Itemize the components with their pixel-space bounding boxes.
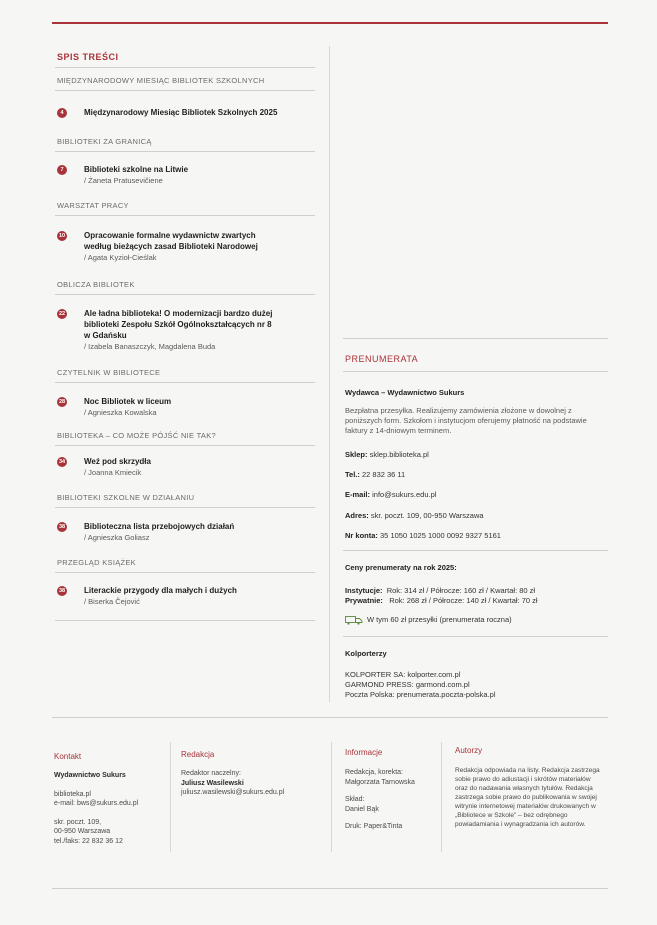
footer-redakcja — [181, 750, 326, 798]
toc-entry-title: Ale ładna biblioteka! O modernizacji bardzo dużej biblioteki Zespołu Szkół Ogólnokształcących nr 8 w Gdańsku — [84, 309, 273, 340]
informacje-print: Druk: Paper&Tinta — [345, 823, 403, 830]
account-line: Nr konta: 35 1050 1025 1000 0092 9327 5161 — [345, 531, 501, 540]
tel-line: Tel.: 22 832 36 11 — [345, 470, 406, 479]
subscription-intro: Bezpłatna przesyłka. Realizujemy zamówienia złożone w dowolnej z poniższych form. Szkołom i instytucjom oferujemy płatność na podstawie faktury z 14-dniowym terminem. — [345, 406, 587, 435]
toc-section-heading: WARSZTAT PRACY — [57, 201, 129, 210]
kontakt-heading: Kontakt — [54, 752, 82, 761]
toc-end-rule — [55, 620, 315, 621]
footer-top-rule — [52, 717, 608, 718]
kontakt-addr2: 00-950 Warszawa — [54, 828, 111, 835]
toc-entry-author: / Izabela Banaszczyk, Magdalena Buda — [84, 342, 216, 351]
footer-bottom-rule — [52, 888, 608, 889]
toc-section-rule — [55, 445, 315, 446]
toc-entry[interactable] — [57, 521, 315, 543]
toc-entry[interactable] — [57, 456, 315, 478]
toc-entry-author: / Agata Kyzioł-Cieślak — [84, 253, 157, 262]
distributors-title: Kolporterzy — [345, 649, 387, 658]
page-number-badge: 28 — [58, 399, 66, 405]
kontakt-web[interactable]: biblioteka.pl — [54, 790, 91, 798]
footer-informacje — [345, 748, 437, 832]
redakcja-heading: Redakcja — [181, 750, 215, 759]
kontakt-addr1: skr. poczt. 109, — [54, 818, 102, 826]
distributor-poczta[interactable]: Poczta Polska: prenumerata.poczta-polska.pl — [345, 690, 496, 699]
shop-line: Sklep: sklep.biblioteka.pl — [345, 450, 429, 459]
rule — [343, 371, 608, 372]
toc-section-heading: BIBLIOTEKI SZKOLNE W DZIAŁANIU — [57, 493, 195, 502]
publisher: Wydawca – Wydawnictwo Sukurs — [345, 388, 465, 397]
page-number-badge: 38 — [58, 524, 66, 530]
distributor-list — [345, 670, 496, 700]
toc-section-rule — [55, 90, 315, 91]
toc-entry[interactable] — [57, 107, 315, 118]
distributor-kolporter[interactable]: KOLPORTER SA: kolporter.com.pl — [345, 670, 461, 679]
price-institutions: Instytucje: Rok: 314 zł / Półrocze: 160 zł / Kwartał: 80 zł — [345, 586, 536, 595]
toc-section-rule — [55, 507, 315, 508]
toc-section-rule — [55, 382, 315, 383]
page-number-badge: 7 — [57, 165, 67, 175]
toc-section-heading: PRZEGLĄD KSIĄŻEK — [57, 558, 136, 567]
footer-kontakt — [54, 752, 164, 846]
toc-section-heading: MIĘDZYNARODOWY MIESIĄC BIBLIOTEK SZKOLNYCH — [57, 76, 265, 85]
toc-entry-author: / Agnieszka Goliasz — [84, 533, 150, 542]
toc-entry-author: / Biserka Čejović — [84, 597, 140, 606]
toc-entry[interactable] — [57, 230, 315, 263]
rule — [343, 338, 608, 339]
toc-entry[interactable] — [57, 164, 315, 186]
page-number-badge: 22 — [58, 311, 66, 317]
top-rule — [52, 22, 608, 24]
toc-section-heading: CZYTELNIK W BIBLIOTECE — [57, 368, 161, 377]
toc-section-heading: BIBLIOTEKI ZA GRANICĄ — [57, 137, 152, 146]
informacje-role1: Redakcja, korekta: — [345, 769, 403, 776]
toc-title: SPIS TREŚCI — [57, 52, 119, 62]
toc-section-rule — [55, 215, 315, 216]
page-number-badge: 34 — [58, 459, 66, 465]
autorzy-heading: Autorzy — [455, 746, 483, 755]
distributor-garmond[interactable]: GARMOND PRESS: garmond.com.pl — [345, 680, 470, 689]
autorzy-text: Redakcja odpowiada na listy. Redakcja zastrzega sobie prawo do adiustacji i skrótów materiałów oraz do nadawania własnych tytułów. Redakcja zastrzega sobie prawo do publikowania w swojej witrynie internetowej materiałów drukowanych w „Bibliotece w Szkole” – bez odrębnego powiadamiania i wynagradzania ich autorów. — [455, 767, 600, 828]
footer-divider — [170, 742, 171, 852]
column-divider — [329, 46, 330, 702]
informacje-role2: Skład: — [345, 796, 365, 803]
toc-section-rule — [55, 294, 315, 295]
toc-entry-title: Międzynarodowy Miesiąc Bibliotek Szkolnych 2025 — [84, 108, 278, 117]
toc-rule — [55, 67, 315, 68]
email-line: E-mail: info@sukurs.edu.pl — [345, 490, 437, 499]
toc-section-heading: BIBLIOTEKA – CO MOŻE PÓJŚĆ NIE TAK? — [57, 431, 217, 440]
kontakt-org: Wydawnictwo Sukurs — [54, 772, 126, 779]
redakcja-role: Redaktor naczelny: — [181, 770, 241, 777]
price-private: Prywatnie: Rok: 268 zł / Półrocze: 140 zł / Kwartał: 70 zł — [345, 596, 538, 605]
truck-icon — [345, 615, 363, 625]
toc-entry-title: Weź pod skrzydła — [84, 457, 151, 466]
redakcja-email[interactable]: juliusz.wasilewski@sukurs.edu.pl — [181, 789, 285, 796]
email-link[interactable]: info@sukurs.edu.pl — [372, 490, 437, 499]
page-number-badge: 38 — [58, 588, 66, 594]
kontakt-phone: tel./faks: 22 832 36 12 — [54, 837, 123, 845]
rule — [343, 550, 608, 551]
toc-entry[interactable] — [57, 396, 315, 418]
page-number-badge: 10 — [58, 233, 66, 239]
kontakt-email[interactable]: e-mail: bws@sukurs.edu.pl — [54, 800, 139, 807]
informacje-name2: Daniel Bąk — [345, 805, 379, 813]
toc-entry-title: Biblioteki szkolne na Litwie — [84, 165, 189, 174]
toc-section-rule — [55, 151, 315, 152]
address-line: Adres: skr. poczt. 109, 00-950 Warszawa — [345, 511, 484, 520]
toc-section-rule — [55, 572, 315, 573]
informacje-heading: Informacje — [345, 748, 383, 757]
shipping-note: W tym 60 zł przesyłki (prenumerata roczna) — [345, 615, 512, 625]
toc-entry-title: Noc Bibliotek w liceum — [84, 397, 172, 406]
redakcja-name: Juliusz Wasilewski — [181, 779, 244, 787]
footer-divider — [331, 742, 332, 852]
toc-entry-author: / Żaneta Pratusevičiene — [84, 176, 163, 185]
subscription-title: PRENUMERATA — [345, 354, 419, 364]
informacje-name1: Małgorzata Tarnowska — [345, 778, 415, 786]
page-number-badge: 4 — [57, 108, 67, 118]
footer-autorzy — [455, 746, 605, 829]
toc-entry-title: Biblioteczna lista przebojowych działań — [84, 522, 235, 531]
toc-entry-title: Literackie przygody dla małych i dużych — [84, 586, 237, 595]
prices-title: Ceny prenumeraty na rok 2025: — [345, 563, 457, 572]
rule — [343, 636, 608, 637]
shop-link[interactable]: sklep.biblioteka.pl — [369, 450, 429, 459]
footer-divider — [441, 742, 442, 852]
toc-entry[interactable] — [57, 585, 315, 607]
toc-entry-title: Opracowanie formalne wydawnictw zwartych według bieżących zasad Biblioteki Narodowej — [84, 231, 258, 251]
toc-entry-author: / Joanna Kmiecik — [84, 468, 142, 477]
toc-entry[interactable] — [57, 308, 315, 352]
toc-entry-author: / Agnieszka Kowalska — [84, 408, 157, 417]
toc-section-heading: OBLICZA BIBLIOTEK — [57, 280, 135, 289]
